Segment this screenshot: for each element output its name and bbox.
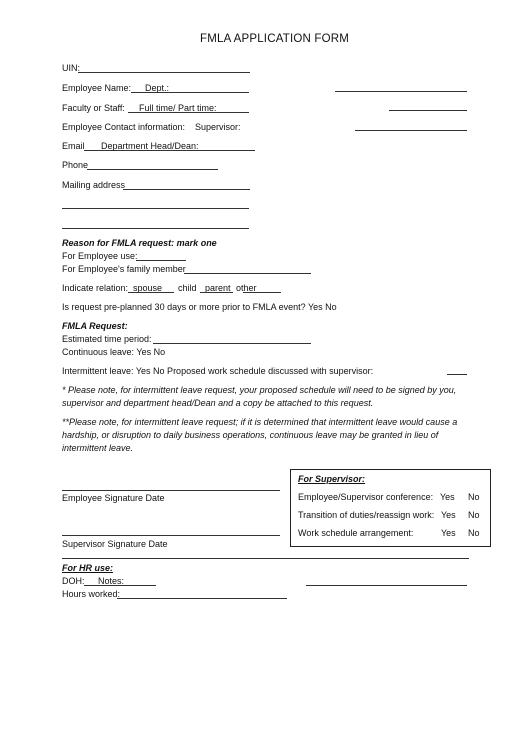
employee-signature-line[interactable] [62,490,280,491]
relation-other[interactable]: other [236,283,257,293]
uin-label: UIN: [62,63,80,73]
family-member-line[interactable] [184,273,311,274]
continuous-leave-label: Continuous leave: Yes No [62,347,166,357]
uin-line[interactable] [78,72,250,73]
schedule-arrangement-label: Work schedule arrangement: [298,528,414,538]
relation-child[interactable]: child [178,283,197,293]
schedule-arrangement-no[interactable]: No [468,528,480,538]
supervisor-box [290,469,491,547]
conference-yes[interactable]: Yes [440,492,455,502]
doh-label: DOH: [62,576,85,586]
hr-heading: For HR use: [62,563,114,573]
employee-signature-label: Employee Signature Date [62,493,165,503]
relation-spouse[interactable]: spouse [133,283,163,293]
dept-label: Dept.: [145,83,170,93]
mailing-address-line-2[interactable] [62,208,249,209]
preplanned-question: Is request pre-planned 30 days or more prior to FMLA event? Yes No [62,302,337,312]
hr-divider [62,558,469,559]
dept-line[interactable] [335,91,467,92]
hours-worked-line[interactable] [117,598,287,599]
relation-spouse-line [128,292,174,293]
contact-info-label: Employee Contact information: [62,122,186,132]
relation-parent-line [200,292,233,293]
conference-no[interactable]: No [468,492,480,502]
transition-label: Transition of duties/reassign work: [298,510,435,520]
schedule-arrangement-yes[interactable]: Yes [441,528,456,538]
supervisor-signature-label: Supervisor Signature Date [62,539,168,549]
request-heading: FMLA Request: [62,321,128,331]
conference-label: Employee/Supervisor conference: [298,492,434,502]
family-member-label: For Employee's family member [62,264,186,274]
employee-use-label: For Employee use: [62,251,138,261]
note-intermittent-hardship: **Please note, for intermittent leave request; if it is determined that intermittent leave would cause a hardship, or disruption to daily business operations, continuous leave may be granted in lieu of intermittent leave. [62,417,458,453]
mailing-address-line-3[interactable] [62,228,249,229]
transition-no[interactable]: No [468,510,480,520]
estimated-period-label: Estimated time period: [62,334,152,344]
form-title: FMLA APPLICATION FORM [200,33,350,45]
supervisor-label: Supervisor: [195,122,241,132]
employee-use-line[interactable] [136,260,186,261]
relation-parent[interactable]: parent [205,283,231,293]
full-part-time-line[interactable] [389,110,467,111]
hours-worked-label: Hours worked: [62,589,121,599]
phone-label: Phone [62,160,89,170]
reason-heading: Reason for FMLA request: mark one [62,238,217,248]
supervisor-line[interactable] [355,130,467,131]
note-schedule-signature: * Please note, for intermittent leave request, your proposed schedule will need to be signed by you, supervisor and department head/Dean and a copy be attached to this request. [62,385,457,408]
department-head-label: Department Head/Dean: [101,141,199,151]
supervisor-box-heading: For Supervisor: [298,474,366,484]
schedule-discussed-line[interactable] [447,374,467,375]
mailing-address-label: Mailing address [62,180,126,190]
faculty-staff-label: Faculty or Staff: [62,103,125,113]
email-label: Email [62,141,85,151]
phone-line[interactable] [87,169,218,170]
transition-yes[interactable]: Yes [441,510,456,520]
hr-notes-line[interactable] [306,585,467,586]
supervisor-signature-line[interactable] [62,535,280,536]
employee-name-label: Employee Name: [62,83,132,93]
full-part-time-label: Full time/ Part time: [139,103,217,113]
mailing-address-line-1[interactable] [123,189,250,190]
hr-notes-label: Notes: [98,576,125,586]
relation-other-line[interactable] [243,292,281,293]
estimated-period-line[interactable] [153,343,311,344]
intermittent-leave-label: Intermittent leave: Yes No Proposed work schedule discussed with supervisor: [62,366,374,376]
indicate-relation-label: Indicate relation: [62,283,129,293]
